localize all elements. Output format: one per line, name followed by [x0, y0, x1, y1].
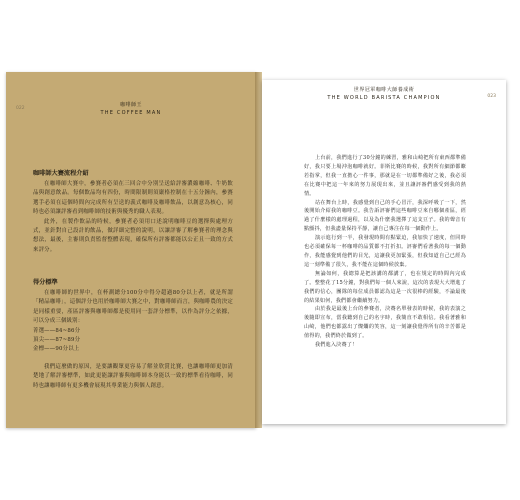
right-folio: 023 — [487, 94, 496, 99]
right-running-head-en: THE WORLD BARISTA CHAMPION — [327, 95, 441, 101]
right-page-body — [304, 154, 466, 350]
right-running-head-cn: 世界冠軍咖啡大師養成術 — [353, 87, 415, 93]
paragraph: 由於我是最後上台的參賽者，決賽名單發表的時候，我的表演之後隨即宣布，當我聽到自己的名字時，我簡直不敢相信。我看著雅和山崎，他們也都露出了燦爛的笑容，這一刻讓我覺得所有的辛苦都是值得的，我們終於做到了。 — [304, 306, 466, 340]
paragraph: 我們進入決賽了！ — [315, 342, 358, 349]
section-title-scoring: 得分標準 — [33, 279, 58, 286]
left-folio: 022 — [16, 106, 25, 111]
score-tier: 菁選——84~86分 — [33, 327, 81, 334]
paragraph: 演示進行到一半，我發現時間有點緊迫，我加快了速度，但同時也必須確保每一杯咖啡的品質都不打折扣。評審們看著我的每一個動作，我能感覺到他們的目光，這讓我更加緊張，但我知道自己已經為這一刻準備了很久，我不能在這個時候放棄。 — [304, 235, 466, 268]
left-running-head-en: THE COFFEE MAN — [100, 110, 162, 116]
left-running-head — [6, 101, 256, 116]
paragraph: 無論如何，我總算是把該講的都講了，也在規定的時間內完成了。整整花了15分鐘，對我們每一個人來說，這次的表現大大增進了我們的信心，團隊的每位成員都認為這是一次很棒的經驗，不論最後的結果如何，我們都會繼續努力。 — [304, 270, 466, 304]
score-tier: 頂尖——87~89分 — [33, 337, 81, 344]
paragraph: 在咖啡師的世界中，在杯測總分100分中得分超過80分以上者，就是所謂「精品咖啡」，這個評分也用於咖啡師大賽之中，對咖啡師而言，與咖啡農的決定是同樣重要，產區評審與咖啡師都是使用同一套評分標準，以作為評分之依據，可以分成三個級別： — [33, 290, 233, 325]
left-page — [6, 72, 256, 428]
section-competition-flow — [33, 168, 233, 255]
paragraph: 在咖啡師大賽中，參賽者必須在三回合中分別呈送給評審濃縮咖啡、牛奶飲品與創意飲品。每個飲品均有四份，時間限制則須嚴格控制在十五分鐘內，參賽選手必須在這個時間內完成所有呈送的義式咖啡及咖啡飲品，以創意為核心，同時也必須讓評審看到咖啡師的技術與優秀的職人表現。 — [33, 181, 233, 216]
paragraph: 上台前，我們進行了30分鐘的練習，雅和山崎把所有東西都準備好，我只要上場沖泡咖啡就好。菲斯比賽的時候，我對所有細節都瞭若指掌，但我一直擔心一件事，那就是在一切都準備好之後，我必須在比賽中把這一年來的努力展現出來，並且讓評審們感受到我的熱情。 — [304, 155, 466, 197]
section-title-competition-flow: 咖啡師大賽流程介紹 — [33, 170, 89, 177]
right-running-head — [262, 86, 506, 101]
left-running-head-cn: 咖啡師王 — [119, 102, 142, 108]
section-scoring — [33, 277, 233, 391]
paragraph: 站在舞台上時，我感覺到自己的手心冒汗，我深呼吸了一下，然後開始介紹我的咖啡豆。我告訴評審們這些咖啡豆來自哪個產區，經過了什麼樣的處理過程，以及為什麼我選擇了這支豆子。我的聲音有點顫抖，但我盡量保持平靜，讓自己專注在每一個動作上。 — [304, 199, 466, 233]
paragraph: 此外，在製作飲品的時候，參賽者必須用口述說明咖啡豆的選擇與處理方式，並針對自己設計的飲品，做詳細完整的說明，以讓評審了解參賽者的理念與想法，最後，主審則負責監督整體表現，確保所有評審都能以公正且一致的方式來評分。 — [33, 218, 233, 253]
right-page — [262, 80, 506, 424]
score-tier: 金標——90分以上 — [33, 346, 80, 353]
book-gutter — [255, 72, 262, 428]
paragraph: 我們這麼做的原因，是要讓觀眾更容易了解並欣賞比賽，也讓咖啡師更加清楚地了解評審標準，如此更能讓評審與咖啡師本身能以一致的標準看待咖啡，同時也讓咖啡師有更多機會展現其專業能力與個人創意。 — [33, 363, 233, 389]
